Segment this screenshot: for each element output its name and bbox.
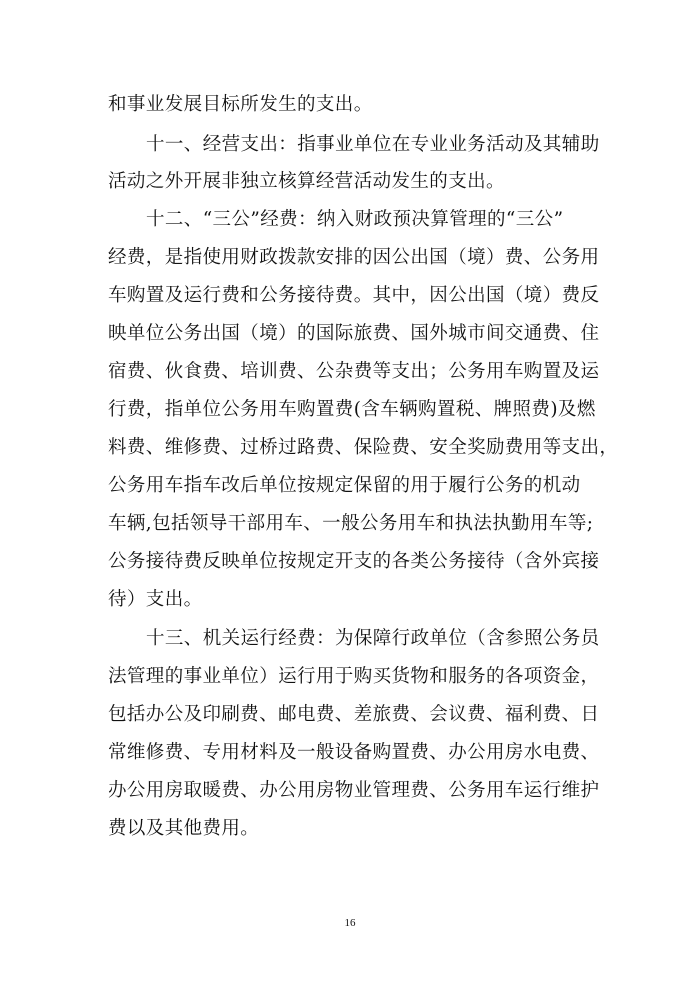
paragraph-line: 行费，指单位公务用车购置费(含车辆购置税、牌照费)及燃: [108, 399, 596, 420]
paragraph-line: 包括办公及印刷费、邮电费、差旅费、会议费、福利费、日: [108, 704, 600, 725]
paragraph-line: 公务用车指车改后单位按规定保留的用于履行公务的机动: [108, 475, 581, 496]
paragraph-line: 映单位公务出国（境）的国际旅费、国外城市间交通费、住: [108, 323, 600, 344]
paragraph-line: 经费，是指使用财政拨款安排的因公出国（境）费、公务用: [108, 247, 600, 268]
paragraph-line: 待）支出。: [108, 589, 203, 610]
paragraph-line: 车辆,包括领导干部用车、一般公务用车和执法执勤用车等;: [108, 513, 594, 534]
paragraph-line: 法管理的事业单位）运行用于购买货物和服务的各项资金，: [108, 666, 600, 687]
paragraph-line: 费以及其他费用。: [108, 818, 260, 839]
paragraph-line: 十三、机关运行经费：为保障行政单位（含参照公务员: [146, 628, 600, 649]
paragraph-line: 常维修费、专用材料及一般设备购置费、办公用房水电费、: [108, 742, 600, 763]
paragraph-line: 十二、“三公”经费：纳入财政预决算管理的“三公”: [146, 209, 564, 230]
paragraph-line: 办公用房取暖费、办公用房物业管理费、公务用车运行维护: [108, 780, 600, 801]
page-number: 16: [344, 917, 356, 929]
paragraph-line: 十一、经营支出：指事业单位在专业业务活动及其辅助: [146, 134, 600, 155]
paragraph-line: 和事业发展目标所发生的支出。: [108, 94, 373, 115]
paragraph-line: 宿费、伙食费、培训费、公杂费等支出；公务用车购置及运: [108, 361, 600, 382]
paragraph-line: 活动之外开展非独立核算经营活动发生的支出。: [108, 171, 505, 192]
paragraph-line: 公务接待费反映单位按规定开支的各类公务接待（含外宾接: [108, 551, 600, 572]
paragraph-line: 料费、维修费、过桥过路费、保险费、安全奖励费用等支出，: [108, 437, 619, 458]
paragraph-line: 车购置及运行费和公务接待费。其中，因公出国（境）费反: [108, 285, 600, 306]
